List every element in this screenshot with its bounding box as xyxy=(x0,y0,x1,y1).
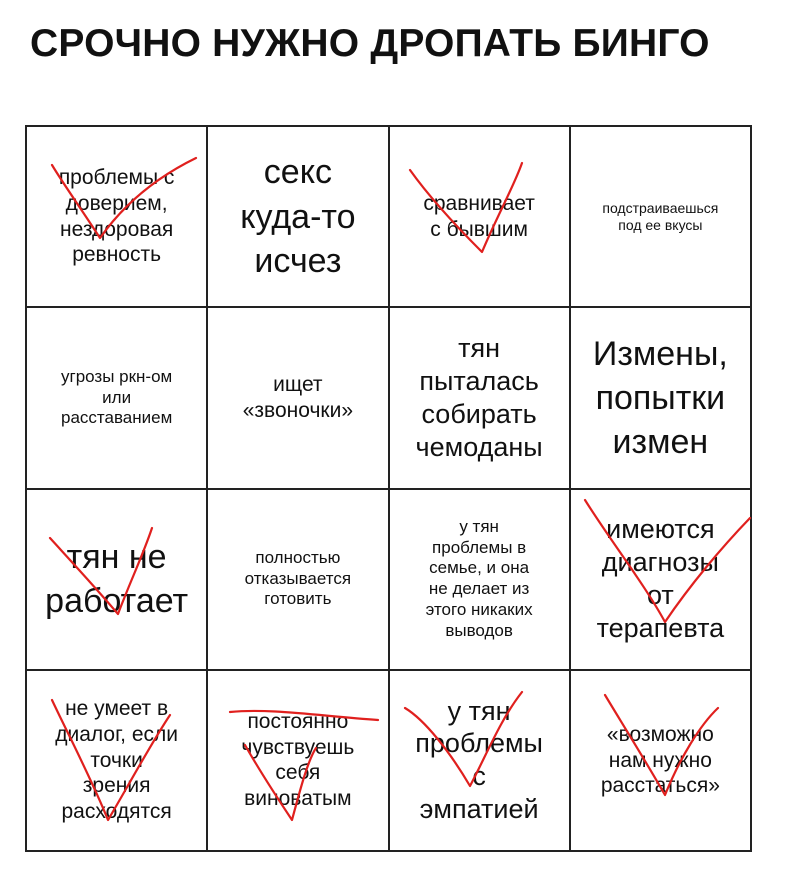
bingo-cell-text: проблемы с доверием, нездоровая ревность xyxy=(58,166,175,267)
page-title: СРОЧНО НУЖНО ДРОПАТЬ БИНГО xyxy=(30,22,710,65)
bingo-grid xyxy=(25,125,752,852)
bingo-cell[interactable] xyxy=(570,307,751,488)
bingo-cell-text: сравнивает с бывшим xyxy=(423,192,535,241)
bingo-cell[interactable] xyxy=(207,307,388,488)
bingo-cell[interactable] xyxy=(26,126,207,307)
bingo-cell[interactable] xyxy=(389,670,570,851)
bingo-cell-text: полностью отказывается готовить xyxy=(244,548,352,609)
bingo-cell[interactable] xyxy=(389,126,570,307)
bingo-cell-text: у тян проблемы в семье, и она не делает из этого никаких выводов xyxy=(425,516,533,640)
bingo-cell[interactable] xyxy=(207,670,388,851)
bingo-cell-text: подстраиваешься под ее вкусы xyxy=(602,199,719,233)
bingo-cell[interactable] xyxy=(207,126,388,307)
bingo-cell-text: у тян проблемы с эмпатией xyxy=(415,695,543,825)
bingo-cell-text: ищет «звоночки» xyxy=(242,373,353,422)
bingo-cell-text: «возможно нам нужно расстаться» xyxy=(600,722,720,798)
bingo-cell[interactable] xyxy=(26,489,207,670)
bingo-cell-text: имеются диагнозы от терапевта xyxy=(596,514,725,644)
bingo-cell-text: тян не работает xyxy=(45,537,189,621)
bingo-cell[interactable] xyxy=(570,126,751,307)
bingo-cell-text: тян пыталась собирать чемоданы xyxy=(415,333,543,462)
bingo-cell[interactable] xyxy=(570,489,751,670)
bingo-cell[interactable] xyxy=(207,489,388,670)
bingo-cell-text: угрозы ркн-ом или расставанием xyxy=(60,366,173,428)
bingo-cell-text: постоянно чувствуешь себя виноватым xyxy=(241,710,355,810)
bingo-cell-text: Измены, попытки измен xyxy=(592,334,728,461)
bingo-cell-text: секс куда-то исчез xyxy=(240,153,356,280)
bingo-cell[interactable] xyxy=(570,670,751,851)
bingo-cell[interactable] xyxy=(26,307,207,488)
bingo-cell[interactable] xyxy=(389,307,570,488)
bingo-cell[interactable] xyxy=(389,489,570,670)
bingo-cell[interactable] xyxy=(26,670,207,851)
bingo-cell-text: не умеет в диалог, если точки зрения расходятся xyxy=(55,697,178,823)
